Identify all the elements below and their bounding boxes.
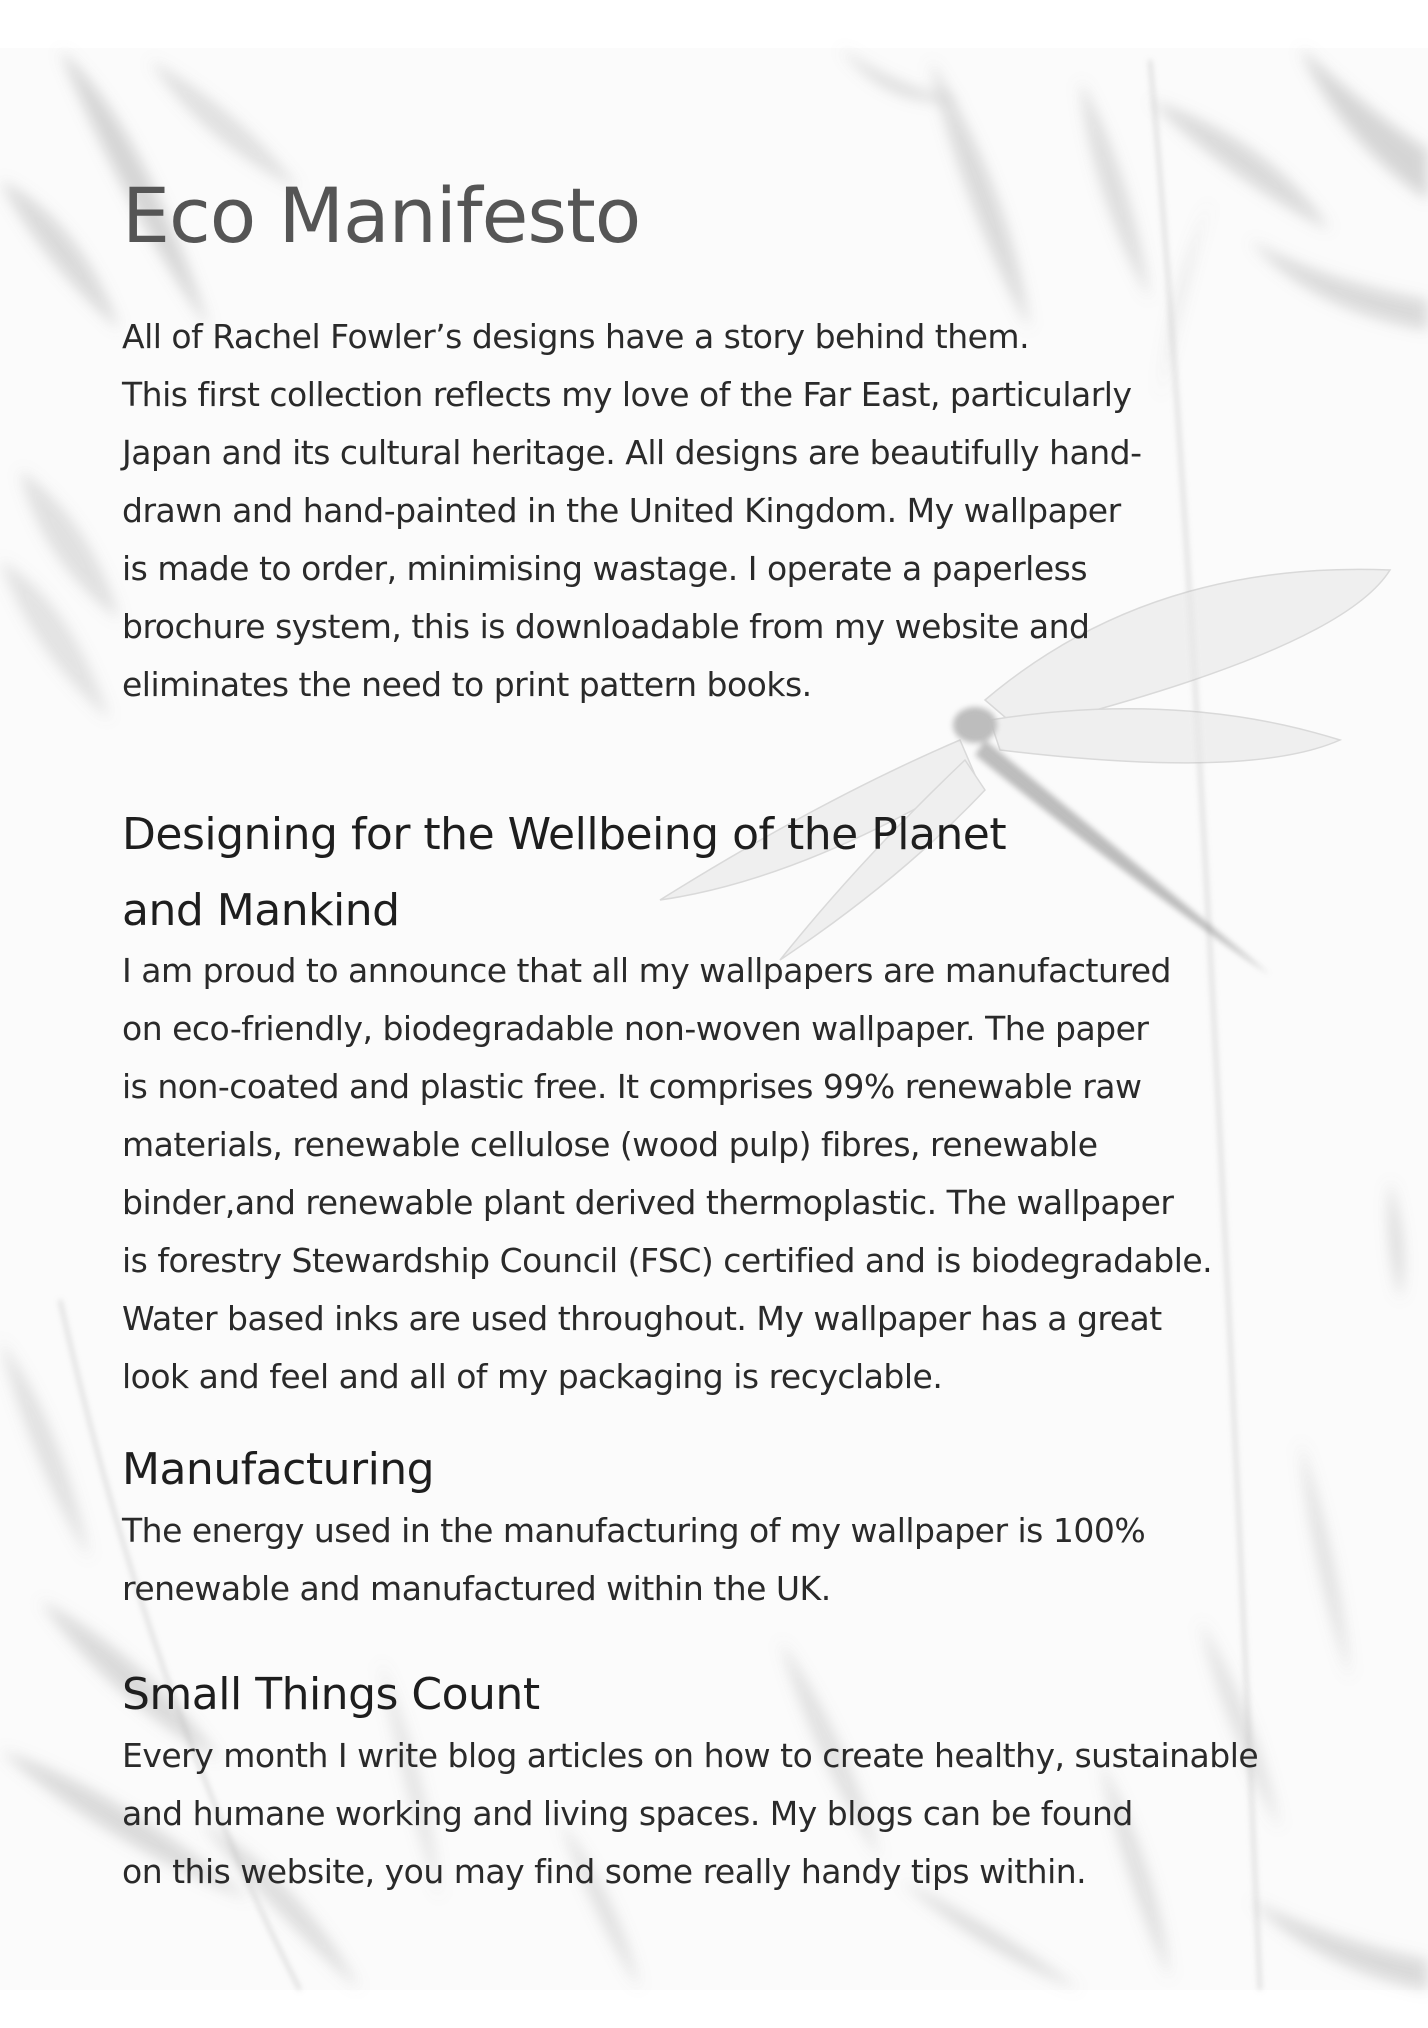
bamboo-leaf-icon xyxy=(1300,48,1428,200)
paragraph-line: look and feel and all of my packaging is recyclable. xyxy=(122,1357,943,1396)
bamboo-leaf-icon xyxy=(0,180,120,330)
section-heading xyxy=(122,797,1006,949)
small-things-paragraph xyxy=(122,1727,1258,1901)
paragraph-line: Japan and its cultural heritage. All designs are beautifully hand- xyxy=(122,433,1142,472)
bamboo-leaf-icon xyxy=(930,60,1030,330)
paragraph-line: brochure system, this is downloadable from my website and xyxy=(122,607,1090,646)
paragraph-line: This first collection reflects my love of the Far East, particularly xyxy=(122,375,1132,414)
heading-line: Small Things Count xyxy=(122,1669,540,1720)
paragraph-line: materials, renewable cellulose (wood pulp) fibres, renewable xyxy=(122,1125,1098,1164)
page-title: Eco Manifesto xyxy=(122,171,641,260)
bamboo-leaf-icon xyxy=(1250,1900,1428,1990)
paragraph-line: Every month I write blog articles on how to create healthy, sustainable xyxy=(122,1736,1259,1775)
paragraph-line: is forestry Stewardship Council (FSC) certified and is biodegradable. xyxy=(122,1241,1213,1280)
paragraph-line: on eco-friendly, biodegradable non-woven wallpaper. The paper xyxy=(122,1009,1149,1048)
heading-line: Designing for the Wellbeing of the Planet xyxy=(122,809,1007,860)
bamboo-leaf-icon xyxy=(1160,200,1210,400)
paragraph-line: All of Rachel Fowler’s designs have a story behind them. xyxy=(122,317,1030,356)
paragraph-line: The energy used in the manufacturing of my wallpaper is 100% xyxy=(122,1511,1146,1550)
paragraph-line: eliminates the need to print pattern books. xyxy=(122,665,812,704)
section-heading xyxy=(122,1432,434,1508)
bamboo-leaf-icon xyxy=(1389,1180,1404,1300)
paragraph-line: on this website, you may find some really handy tips within. xyxy=(122,1852,1087,1891)
heading-line: Manufacturing xyxy=(122,1444,435,1495)
section-heading xyxy=(122,1657,540,1733)
paragraph-line: drawn and hand-painted in the United Kingdom. My wallpaper xyxy=(122,491,1121,530)
manufacturing-paragraph xyxy=(122,1502,1145,1618)
paragraph-line: is non-coated and plastic free. It comprises 99% renewable raw xyxy=(122,1067,1142,1106)
bamboo-leaf-icon xyxy=(1250,240,1428,330)
paragraph-line: renewable and manufactured within the UK. xyxy=(122,1569,831,1608)
bamboo-leaf-icon xyxy=(1300,1440,1350,1680)
paragraph-line: and humane working and living spaces. My blogs can be found xyxy=(122,1794,1133,1833)
intro-paragraph xyxy=(122,308,1141,714)
wellbeing-paragraph xyxy=(122,942,1212,1406)
paragraph-line: binder,and renewable plant derived thermoplastic. The wallpaper xyxy=(122,1183,1174,1222)
paragraph-line: Water based inks are used throughout. My wallpaper has a great xyxy=(122,1299,1162,1338)
paragraph-line: is made to order, minimising wastage. I operate a paperless xyxy=(122,549,1088,588)
bamboo-leaf-icon xyxy=(1150,100,1330,230)
heading-line: and Mankind xyxy=(122,885,400,936)
bamboo-leaf-icon xyxy=(1080,80,1150,300)
paragraph-line: I am proud to announce that all my wallpapers are manufactured xyxy=(122,951,1171,990)
